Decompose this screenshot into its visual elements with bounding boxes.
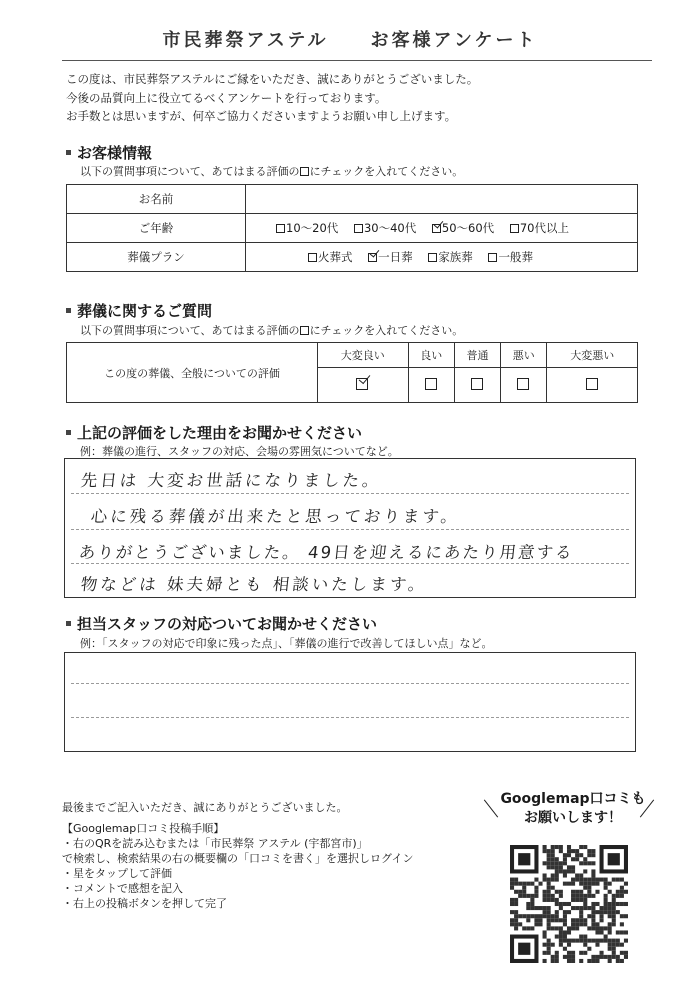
googlemap-callout-line2: お願いします！ <box>524 810 622 826</box>
intro-text <box>66 70 478 126</box>
bullet-square-icon <box>66 150 71 155</box>
plan-checkbox-general[interactable] <box>488 253 497 262</box>
age-option-label: 70代以上 <box>519 221 569 235</box>
footer-line: ・右上の投稿ボタンを押して完了 <box>62 897 227 910</box>
age-option-label: 10～20代 <box>286 221 339 235</box>
age-option[interactable] <box>432 221 494 235</box>
name-row <box>67 185 638 214</box>
rating-header: 良い <box>408 343 454 368</box>
plan-row <box>67 243 638 272</box>
age-checkbox-10-20[interactable] <box>276 224 285 233</box>
checkbox-icon <box>300 326 309 335</box>
intro-line: 今後の品質向上に役立てるべくアンケートを行っております。 <box>66 90 387 105</box>
footer-line: ・右のQRを読み込むまたは「市民葬祭 アステル (宇都宮市)」 <box>62 837 368 850</box>
rating-header: 悪い <box>501 343 547 368</box>
ruled-line <box>71 563 629 564</box>
rating-checkbox-very-good[interactable] <box>356 378 368 390</box>
bullet-square-icon <box>66 308 71 313</box>
ruled-line <box>71 529 629 530</box>
name-label: お名前 <box>67 185 246 214</box>
rating-cell <box>318 368 409 403</box>
qr-code-icon[interactable] <box>510 845 628 963</box>
intro-line: お手数とは思いますが、何卒ご協力くださいますようお願い申し上げます。 <box>66 109 457 123</box>
ruled-line <box>71 683 629 684</box>
footer-line: ・星をタップして評価 <box>62 867 172 880</box>
reason-heading <box>66 422 362 443</box>
footer-line: ・コメントで感想を記入 <box>62 882 183 895</box>
customer-info-heading-text: お客様情報 <box>77 144 153 162</box>
reason-example: 例：葬儀の進行、スタッフの対応、会場の雰囲気についてなど。 <box>80 445 399 458</box>
staff-heading-text: 担当スタッフの対応ついてお聞かせください <box>77 615 378 633</box>
instruction-post: にチェックを入れてください。 <box>309 324 464 337</box>
instruction-pre: 以下の質問事項について、あてはまる評価の <box>80 324 300 337</box>
rating-header: 大変悪い <box>547 343 638 368</box>
reason-answer-box[interactable] <box>64 458 636 598</box>
ruled-line <box>71 717 629 718</box>
plan-option-label: 一般葬 <box>498 250 533 264</box>
rating-table <box>66 342 638 403</box>
rating-cell <box>547 368 638 403</box>
customer-info-instruction <box>80 163 463 179</box>
instruction-post: にチェックを入れてください。 <box>309 165 464 178</box>
plan-option[interactable] <box>308 250 353 264</box>
plan-option-label: 家族葬 <box>438 250 473 264</box>
plan-option-label: 一日葬 <box>378 250 413 264</box>
age-option[interactable] <box>354 221 416 235</box>
funeral-questions-heading-text: 葬儀に関するご質問 <box>77 302 213 320</box>
customer-info-heading <box>66 142 152 163</box>
rating-checkbox-bad[interactable] <box>517 378 529 390</box>
rating-question: この度の葬儀、全般についての評価 <box>67 343 318 403</box>
form-title: 市民葬祭アステル お客様アンケート <box>162 30 538 51</box>
plan-checkbox-family[interactable] <box>428 253 437 262</box>
title-divider <box>62 60 652 61</box>
funeral-questions-instruction <box>80 322 463 338</box>
plan-option[interactable] <box>368 250 413 264</box>
handwritten-line: 物などは 妹夫婦とも 相談いたします。 <box>79 575 429 594</box>
age-options <box>246 214 638 243</box>
instruction-pre: 以下の質問事項について、あてはまる評価の <box>80 165 300 178</box>
googlemap-callout <box>488 790 658 828</box>
plan-option[interactable] <box>488 250 533 264</box>
footer-thanks: 最後までご記入いただき、誠にありがとうございました。 <box>62 801 348 814</box>
staff-heading <box>66 613 377 634</box>
age-option[interactable] <box>510 221 569 235</box>
intro-line: この度は、市民葬祭アステルにご縁をいただき、誠にありがとうございました。 <box>66 72 479 86</box>
rating-cell <box>408 368 454 403</box>
plan-option-label: 火葬式 <box>318 250 353 264</box>
age-label: ご年齢 <box>67 214 246 243</box>
googlemap-callout-line1: Googlemap口コミも <box>500 791 646 807</box>
reason-heading-text: 上記の評価をした理由をお聞かせください <box>77 424 363 442</box>
handwritten-line: 心に残る葬儀が出来たと思っております。 <box>89 507 462 526</box>
bullet-square-icon <box>66 621 71 626</box>
rating-header: 普通 <box>454 343 500 368</box>
age-row <box>67 214 638 243</box>
rating-cell <box>454 368 500 403</box>
funeral-questions-heading <box>66 300 212 321</box>
plan-checkbox-cremation[interactable] <box>308 253 317 262</box>
age-option[interactable] <box>276 221 338 235</box>
rating-checkbox-very-bad[interactable] <box>586 378 598 390</box>
plan-options <box>246 243 638 272</box>
rating-header: 大変良い <box>318 343 409 368</box>
ruled-line <box>71 493 629 494</box>
age-option-label: 30～40代 <box>363 221 417 235</box>
plan-checkbox-oneday[interactable] <box>368 253 377 262</box>
rating-checkbox-good[interactable] <box>425 378 437 390</box>
footer-line: 【Googlemap口コミ投稿手順】 <box>62 822 225 835</box>
handwritten-line: ありがとうございました。 49日を迎えるにあたり用意する <box>77 543 575 562</box>
age-option-label: 50～60代 <box>441 221 495 235</box>
age-checkbox-50-60[interactable] <box>432 224 441 233</box>
footer-line: で検索し、検索結果の右の概要欄の「口コミを書く」を選択しログイン <box>62 852 414 865</box>
staff-example: 例：「スタッフの対応で印象に残った点」、「葬儀の進行で改善してほしい点」など。 <box>80 637 493 650</box>
age-checkbox-70plus[interactable] <box>510 224 519 233</box>
checkbox-icon <box>300 167 309 176</box>
plan-option[interactable] <box>428 250 473 264</box>
customer-info-table <box>66 184 638 272</box>
bullet-square-icon <box>66 430 71 435</box>
rating-cell <box>501 368 547 403</box>
footer-instructions <box>62 800 413 911</box>
rating-checkbox-average[interactable] <box>471 378 483 390</box>
name-field[interactable] <box>246 185 638 214</box>
plan-label: 葬儀プラン <box>67 243 246 272</box>
staff-answer-box[interactable] <box>64 652 636 752</box>
age-checkbox-30-40[interactable] <box>354 224 363 233</box>
handwritten-line: 先日は 大変お世話になりました。 <box>79 471 383 490</box>
